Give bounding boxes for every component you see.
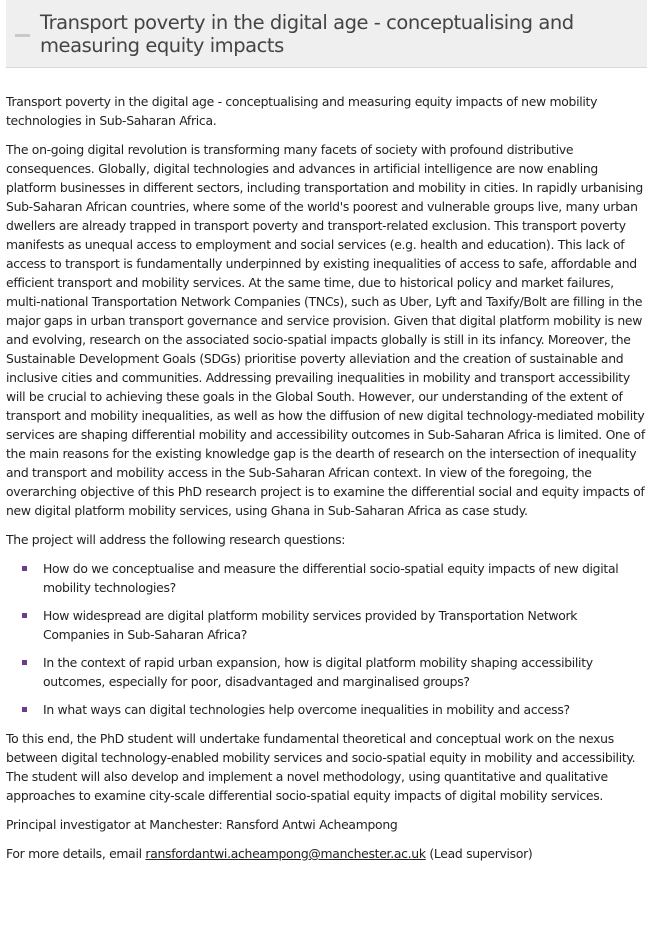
page-title: Transport poverty in the digital age - conceptualising and measuring equity impacts	[40, 11, 574, 57]
bullet-icon	[22, 660, 27, 665]
research-questions-list	[6, 559, 646, 719]
minus-icon[interactable]	[15, 34, 30, 37]
bullet-icon	[22, 613, 27, 618]
conclusion-paragraph: To this end, the PhD student will undertake fundamental theoretical and conceptual work on the nexus between digital technology-enabled mobility services and socio-spatial equity in mobility and accessibility. The student will also develop and implement a novel methodology, using quantitative and qualitative approaches to examine city-scale differential socio-spatial equity impacts of digital mobility services.	[6, 731, 636, 803]
list-item	[6, 606, 646, 644]
bullet-icon	[22, 566, 27, 571]
list-item	[6, 653, 646, 691]
contact-suffix: (Lead supervisor)	[425, 846, 533, 861]
list-item	[6, 559, 646, 597]
contact-prefix: For more details, email	[6, 846, 146, 861]
questions-intro: The project will address the following research questions:	[6, 532, 346, 547]
list-item-text: How widespread are digital platform mobility services provided by Transportation Network Companies in Sub-Saharan Africa?	[43, 608, 578, 642]
accordion-header[interactable]	[6, 0, 647, 68]
email-link[interactable]: ransfordantwi.acheampong@manchester.ac.uk	[145, 846, 426, 861]
list-item-text: How do we conceptualise and measure the differential socio-spatial equity impacts of new digital mobility technologies?	[43, 561, 619, 595]
list-item-text: In the context of rapid urban expansion, how is digital platform mobility shaping accessibility outcomes, especially for poor, disadvantaged and marginalised groups?	[43, 655, 593, 689]
contact-line	[6, 844, 646, 863]
accordion-content	[6, 92, 646, 873]
list-item	[6, 700, 646, 719]
intro-paragraph: Transport poverty in the digital age - conceptualising and measuring equity impacts of new mobility technologies in Sub-Saharan Africa.	[6, 94, 598, 128]
principal-investigator: Principal investigator at Manchester: Ransford Antwi Acheampong	[6, 817, 398, 832]
list-item-text: In what ways can digital technologies help overcome inequalities in mobility and access?	[43, 702, 570, 717]
body-paragraph: The on-going digital revolution is transforming many facets of society with profound distributive consequences. Globally, digital technologies and advances in artificial intelligence are now enabling platform businesses in different sectors, including transportation and mobility in cities. In rapidly urbanising Sub-Saharan African countries, where some of the world's poorest and vulnerable groups live, many urban dwellers are already trapped in transport poverty and transport-related exclusion. This transport poverty manifests as unequal access to employment and social services (e.g. health and education). This lack of access to transport is fundamentally underpinned by existing inequalities of access to safe, affordable and efficient transport and mobility services. At the same time, due to historical policy and market failures, multi-national Transportation Network Companies (TNCs), such as Uber, Lyft and Taxify/Bolt are filling in the major gaps in urban transport governance and service provision. Given that digital platform mobility is new and evolving, research on the associated socio-spatial impacts globally is still in its infancy. Moreover, the Sustainable Development Goals (SDGs) prioritise poverty alleviation and the creation of sustainable and inclusive cities and communities. Addressing prevailing inequalities in mobility and transport accessibility will be crucial to achieving these goals in the Global South. However, our understanding of the extent of transport and mobility inequalities, as well as how the diffusion of new digital technology-mediated mobility services are shaping differential mobility and accessibility outcomes in Sub-Saharan Africa is limited. One of the main reasons for the existing knowledge gap is the dearth of research on the intersection of inequality and transport and mobility access in the Sub-Saharan African context. In view of the foregoing, the overarching objective of this PhD research project is to examine the differential social and equity impacts of new digital platform mobility services, using Ghana in Sub-Saharan Africa as case study.	[6, 142, 645, 518]
bullet-icon	[22, 707, 27, 712]
